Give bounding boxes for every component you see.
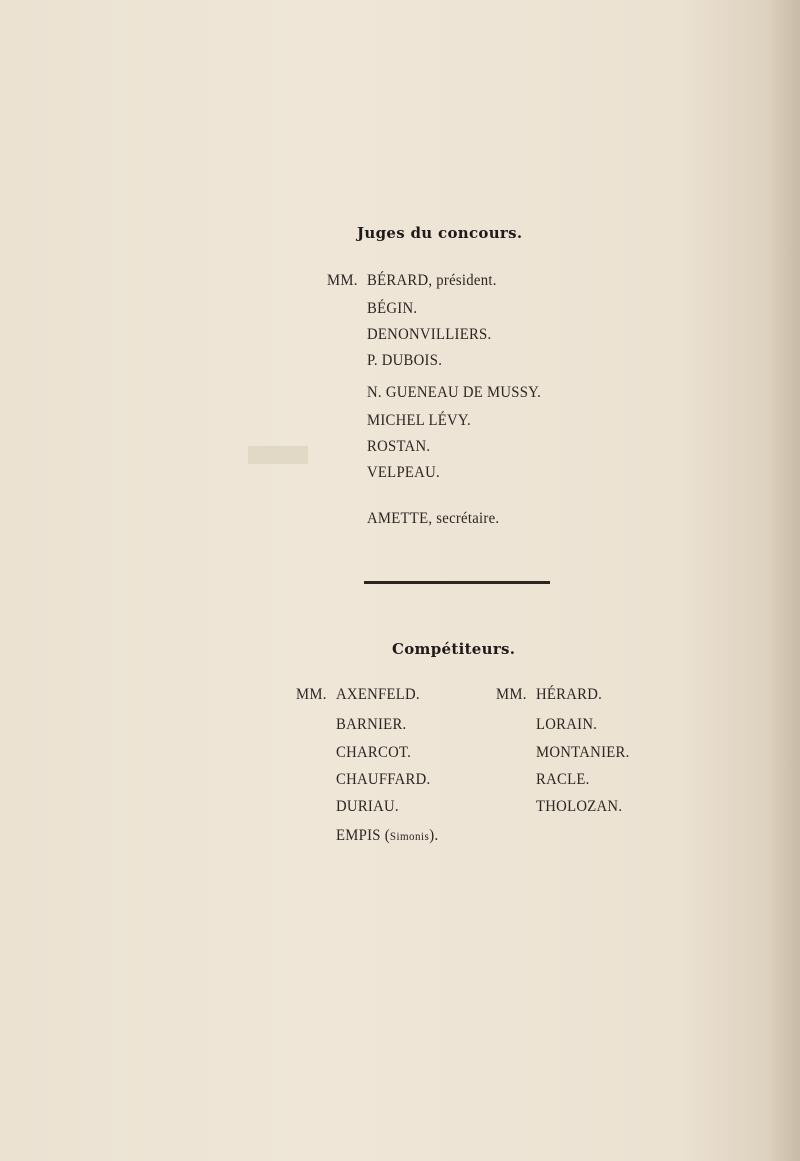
competitors-left-mm-label: MM. [296, 686, 327, 703]
section-divider [364, 581, 550, 584]
competitor-name: HÉRARD. [536, 686, 603, 703]
bleed-through-mark: ▬ [230, 411, 308, 477]
competitor-name: CHAUFFARD. [336, 771, 431, 788]
judges-mm-label: MM. [327, 272, 358, 289]
competitor-name: BARNIER. [336, 716, 407, 733]
competitors-heading: Compétiteurs. [392, 640, 516, 658]
competitor-name-text: EMPIS [336, 827, 381, 844]
judge-name: MICHEL LÉVY. [367, 412, 471, 429]
judge-secretary: AMETTE, secrétaire. [367, 510, 500, 527]
judge-name: VELPEAU. [367, 464, 440, 481]
competitors-right-mm-label: MM. [496, 686, 527, 703]
competitor-name: LORAIN. [536, 716, 598, 733]
competitor-name: MONTANIER. [536, 744, 630, 761]
competitor-name: RACLE. [536, 771, 590, 788]
competitor-name: CHARCOT. [336, 744, 412, 761]
competitor-name: AXENFELD. [336, 686, 420, 703]
judge-name: BÉGIN. [367, 300, 418, 317]
judge-name: DENONVILLIERS. [367, 326, 492, 343]
judge-president: BÉRARD, président. [367, 272, 497, 289]
judge-name: P. DUBOIS. [367, 352, 443, 369]
judges-heading: Juges du concours. [357, 224, 523, 242]
judge-name: N. GUENEAU DE MUSSY. [367, 384, 542, 401]
competitor-name-note: Simonis [389, 829, 430, 843]
competitor-name: THOLOZAN. [536, 798, 623, 815]
judge-name: ROSTAN. [367, 438, 431, 455]
competitor-name-empis: EMPIS (Simonis). [336, 827, 439, 844]
competitor-name: DURIAU. [336, 798, 399, 815]
